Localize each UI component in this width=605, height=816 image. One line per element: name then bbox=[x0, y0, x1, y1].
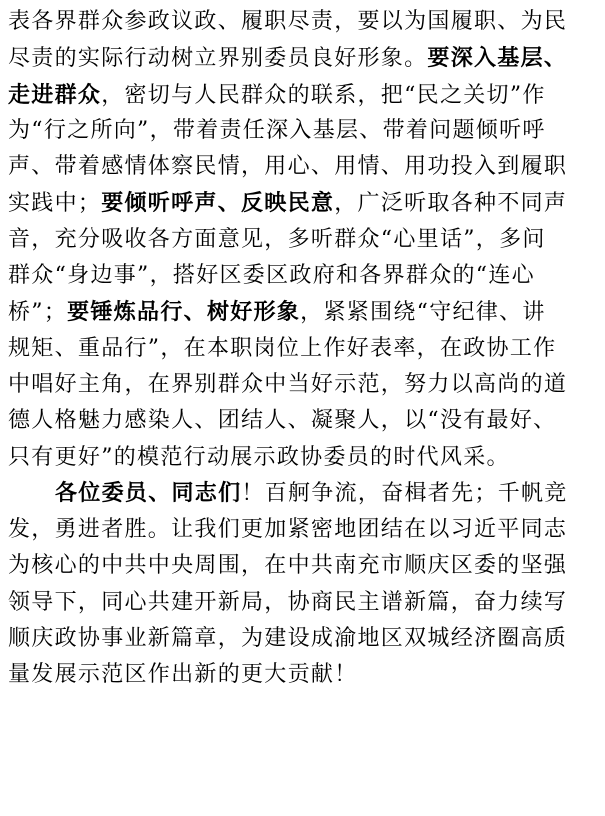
paragraph-1 bbox=[8, 4, 599, 476]
text-run: 为核心的中共中央周围，在中共南充市顺庆区委的坚强 bbox=[8, 553, 568, 579]
text-line bbox=[8, 367, 599, 403]
emphasis-text: 要深入基层、 bbox=[427, 45, 568, 72]
text-run: 表各界群众参政议政、履职尽责，要以为国履职、为民 bbox=[8, 9, 568, 34]
text-run: 发，勇进者胜。让我们更加紧密地团结在以习近平同志 bbox=[8, 517, 568, 543]
text-run: 尽责的实际行动树立界别委员良好形象。 bbox=[8, 46, 428, 72]
text-line bbox=[8, 331, 599, 367]
text-run: 量发展示范区作出新的更大贡献！ bbox=[8, 662, 358, 688]
text-run: 规矩、重品行”，在本职岗位上作好表率，在政协工作 bbox=[8, 335, 557, 361]
text-line bbox=[8, 657, 599, 693]
text-run: ，密切与人民群众的联系，把“民之关切”作 bbox=[101, 82, 546, 108]
text-run: 实践中； bbox=[8, 191, 102, 217]
text-line bbox=[8, 512, 599, 548]
text-run: 德人格魅力感染人、团结人、凝聚人，以“没有最好、 bbox=[8, 408, 557, 434]
text-line bbox=[8, 403, 599, 439]
text-line bbox=[8, 222, 599, 258]
emphasis-text: 各位委员、同志们 bbox=[55, 480, 242, 506]
text-line bbox=[8, 440, 599, 476]
text-run: 中唱好主角，在界别群众中当好示范，努力以高尚的道 bbox=[8, 371, 568, 397]
text-run: 桥”； bbox=[8, 300, 68, 326]
text-run: 声、带着感情体察民情，用心、用情、用功投入到履职 bbox=[8, 154, 568, 180]
emphasis-text: 走进群众 bbox=[8, 81, 102, 108]
text-line bbox=[8, 40, 599, 76]
text-line bbox=[8, 77, 599, 113]
text-line bbox=[8, 258, 599, 294]
text-run: ！百舸争流，奋楫者先；千帆竞 bbox=[241, 480, 568, 506]
text-run: ，紧紧围绕“守纪律、讲 bbox=[300, 300, 546, 326]
text-line bbox=[8, 113, 599, 149]
text-line bbox=[8, 294, 599, 330]
text-run: ，广泛听取各种不同声 bbox=[334, 191, 568, 217]
text-line bbox=[8, 476, 599, 512]
text-run: 领导下，同心共建开新局，协商民主谱新篇，奋力续写 bbox=[8, 589, 568, 615]
text-run: 音，充分吸收各方面意见，多听群众“心里话”，多问 bbox=[8, 226, 546, 252]
text-run: 为“行之所向”，带着责任深入基层、带着问题倾听呼 bbox=[8, 117, 546, 143]
text-run: 只有更好”的模范行动展示政协委员的时代风采。 bbox=[8, 444, 510, 470]
paragraph-2 bbox=[8, 476, 599, 694]
text-run: 群众“身边事”，搭好区委区政府和各界群众的“连心 bbox=[8, 263, 535, 289]
text-line bbox=[8, 621, 599, 657]
text-run: 顺庆政协事业新篇章，为建设成渝地区双城经济圈高质 bbox=[8, 626, 568, 652]
emphasis-text: 要锤炼品行、树好形象 bbox=[67, 299, 301, 326]
text-line bbox=[8, 548, 599, 584]
text-line bbox=[8, 149, 599, 185]
text-line bbox=[8, 185, 599, 221]
text-line bbox=[8, 4, 599, 40]
emphasis-text: 要倾听呼声、反映民意 bbox=[101, 190, 335, 217]
text-line bbox=[8, 585, 599, 621]
